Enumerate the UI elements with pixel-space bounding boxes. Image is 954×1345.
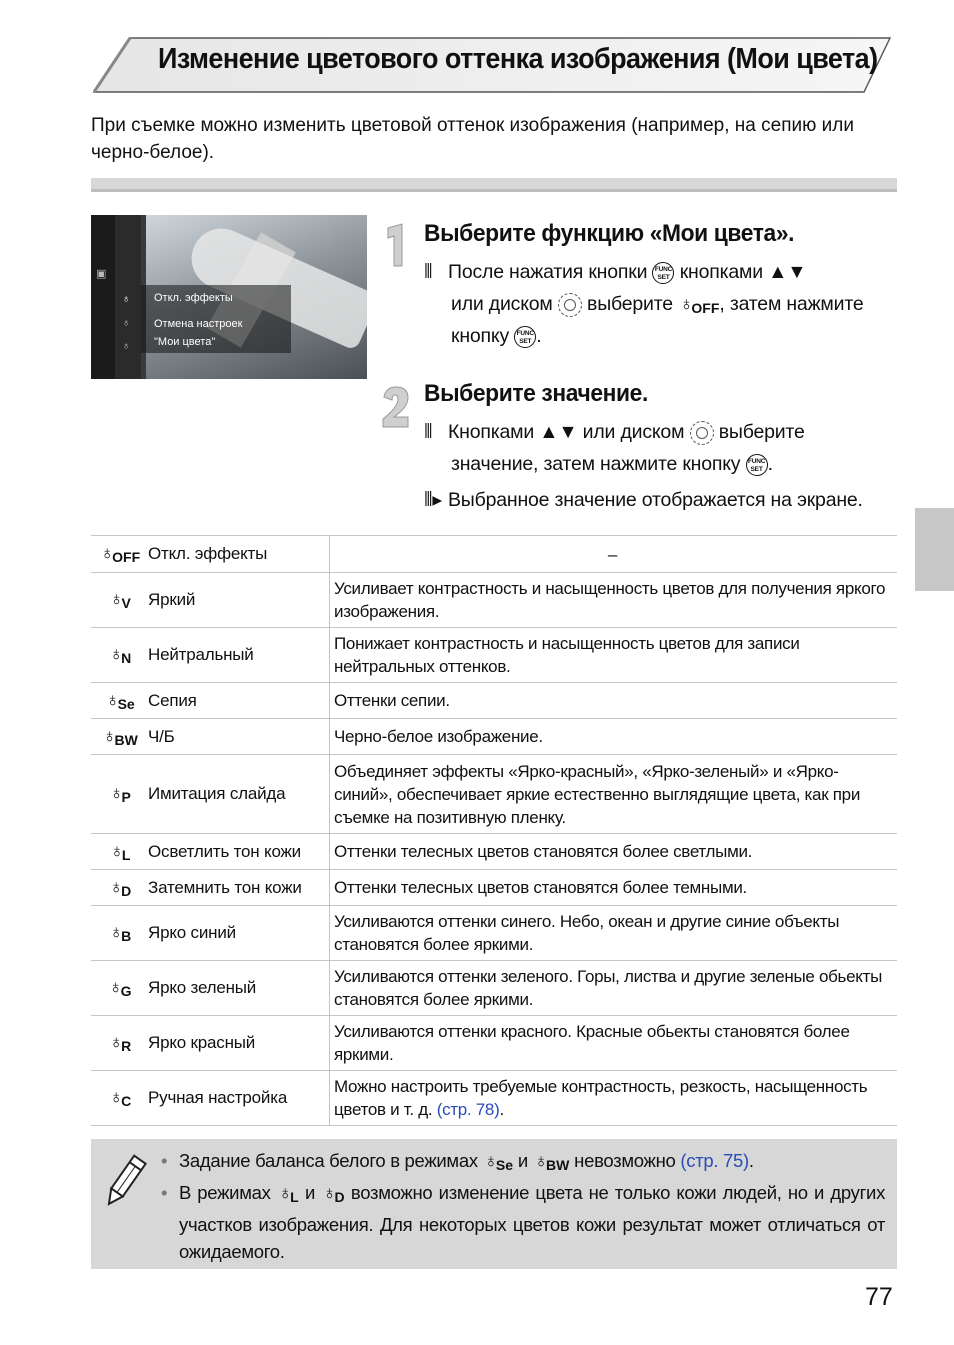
option-name: Ярко красный [148,1016,330,1071]
step-2-title: Выберите значение. [424,380,648,407]
option-description: Усиливаются оттенки синего. Небо, океан и другие синие объекты становятся более яркими. [330,906,898,961]
mycolors-v-icon: ♁ [122,317,131,329]
camera-screen-image [91,215,367,379]
title-banner [92,37,892,93]
mycolors-neutral-icon: $♁_N$ [107,644,132,666]
option-name: Затемнить тон кожи [148,870,330,906]
func-set-button-icon: FUNC SET [746,454,768,476]
page-75-link[interactable]: (стр. 75) [680,1150,749,1171]
option-description: Можно настроить требуемые контрастность, резкость, насыщенность цветов и т. д. (стр. 78). [330,1071,898,1126]
table-row [91,1071,897,1126]
note-list [161,1147,885,1265]
table-row [91,719,897,755]
option-name: Имитация слайда [148,755,330,834]
mycolors-darker-skin-icon: $♁_D$ [107,876,132,899]
mycolors-lighter-skin-icon: $♁_L$ [108,840,131,863]
step-1-title: Выберите функцию «Мои цвета». [424,220,795,247]
table-row [91,628,897,683]
func-set-button-icon: FUNC SET [514,326,536,348]
mycolors-positive-film-icon: $♁_P$ [108,783,131,805]
table-row [91,906,897,961]
bullet-icon: ⦀ [424,421,433,444]
section-divider [91,178,897,192]
menu-icon: ▣ [96,268,107,280]
option-description: Усиливает контрастность и насыщенность цветов для получения яркого изображения. [330,573,898,628]
control-dial-icon [690,421,714,445]
option-description: Оттенки телесных цветов становятся более темными. [330,870,898,906]
step-1-line-1: ⦀ После нажатия кнопки FUNC SET кнопками ▲▼ [424,261,807,283]
mycolors-custom-icon: $♁_C$ [107,1087,132,1109]
option-description: Понижает контрастность и насыщенность цветов для записи нейтральных оттенков. [330,628,898,683]
mycolors-vivid-icon: $♁_V$ [108,589,131,611]
camera-menu-item-3: "Мои цвета" [154,336,216,348]
step-2-line-2: значение, затем нажмите кнопку FUNC SET . [451,453,773,475]
step-2-number-icon [380,385,410,431]
step-1-number-icon [380,222,410,268]
bullet-icon: ⦀ [424,261,433,283]
option-name: Ярко синий [148,906,330,961]
mycolors-vivid-blue-icon: $♁_B$ [107,922,132,944]
page-title: Изменение цветового оттенка изображения (Мои цвета) [158,43,878,75]
table-row [91,870,897,906]
mycolors-bw-icon: $♁_{BW}$ [532,1151,570,1173]
camera-menu-item-2: Отмена настроек [154,318,243,330]
option-description: Оттенки телесных цветов становятся более светлыми. [330,834,898,870]
mycolors-n-icon: ♁ [122,340,131,352]
side-tab [915,508,954,591]
option-name: Яркий [148,573,330,628]
step-1-line-3: кнопку FUNC SET . [451,325,542,347]
option-name: Нейтральный [148,628,330,683]
note-box [91,1139,897,1269]
step-2-line-3: ⦀▸ Выбранное значение отображается на экране. [424,489,863,511]
mycolors-off-icon: $♁_{OFF}$ [678,294,720,317]
mycolors-off-icon: $♁_{OFF}$ [98,543,141,565]
mycolors-lighter-skin-icon: $♁_L$ [276,1183,299,1205]
table-row [91,834,897,870]
step-2-line-1: ⦀ Кнопками ▲▼ или диском выберите [424,421,805,444]
option-description: – [330,536,898,573]
option-description: Оттенки сепии. [330,683,898,719]
option-name: Откл. эффекты [148,536,330,573]
func-set-button-icon: FUNC SET [652,262,674,284]
table-row [91,683,897,719]
table-row [91,755,897,834]
option-name: Ручная настройка [148,1071,330,1126]
note-item-1: • Задание баланса белого в режимах $♁_{Se}$ и $♁_{BW}$ невозможно (стр. 75). [161,1147,885,1179]
option-description: Усиливаются оттенки зеленого. Горы, листва и другие зеленые обьекты становятся более яркими. [330,961,898,1016]
option-description: Черно-белое изображение. [330,719,898,755]
control-dial-icon [558,293,582,317]
mycolors-sepia-icon: $♁_{Se}$ [104,689,135,712]
my-colors-table [91,535,897,1126]
intro-text: При съемке можно изменить цветовой оттенок изображения (например, на сепию или черно-белое). [91,115,854,163]
result-arrow-icon: ⦀▸ [424,489,442,511]
table-row [91,1016,897,1071]
mycolors-off-icon: ♁ [122,293,131,305]
mycolors-sepia-icon: $♁_{Se}$ [482,1151,514,1173]
table-row [91,536,897,573]
pencil-note-icon [103,1151,147,1211]
option-description: Объединяет эффекты «Ярко-красный», «Ярко-зеленый» и «Ярко-синий», обеспечивает яркие естественно выглядящие цвета, как при съемке на позитивную пленку. [330,755,898,834]
step-1-line-2: или диском выберите $♁_{OFF}$, затем нажмите [451,293,864,317]
table-row [91,573,897,628]
option-name: Ярко зеленый [148,961,330,1016]
mycolors-vivid-green-icon: $♁_G$ [107,977,132,999]
option-name: Ч/Б [148,719,330,755]
mycolors-bw-icon: $♁_{BW}$ [101,725,138,748]
mycolors-darker-skin-icon: $♁_D$ [321,1183,345,1205]
camera-menu-item-1: Откл. эффекты [154,292,233,304]
mycolors-vivid-red-icon: $♁_R$ [107,1032,132,1054]
table-row [91,961,897,1016]
note-item-2: • В режимах $♁_L$ и $♁_D$ возможно изменение цвета не только кожи людей, но и других участков изображения. Для некоторых цветов кожи результат может отличаться от ожидаемого. [161,1179,885,1265]
option-name: Осветлить тон кожи [148,834,330,870]
option-name: Сепия [148,683,330,719]
page-78-link[interactable]: (стр. 78) [436,1100,500,1119]
page-number: 77 [865,1283,893,1311]
option-description: Усиливаются оттенки красного. Красные обьекты становятся более яркими. [330,1016,898,1071]
